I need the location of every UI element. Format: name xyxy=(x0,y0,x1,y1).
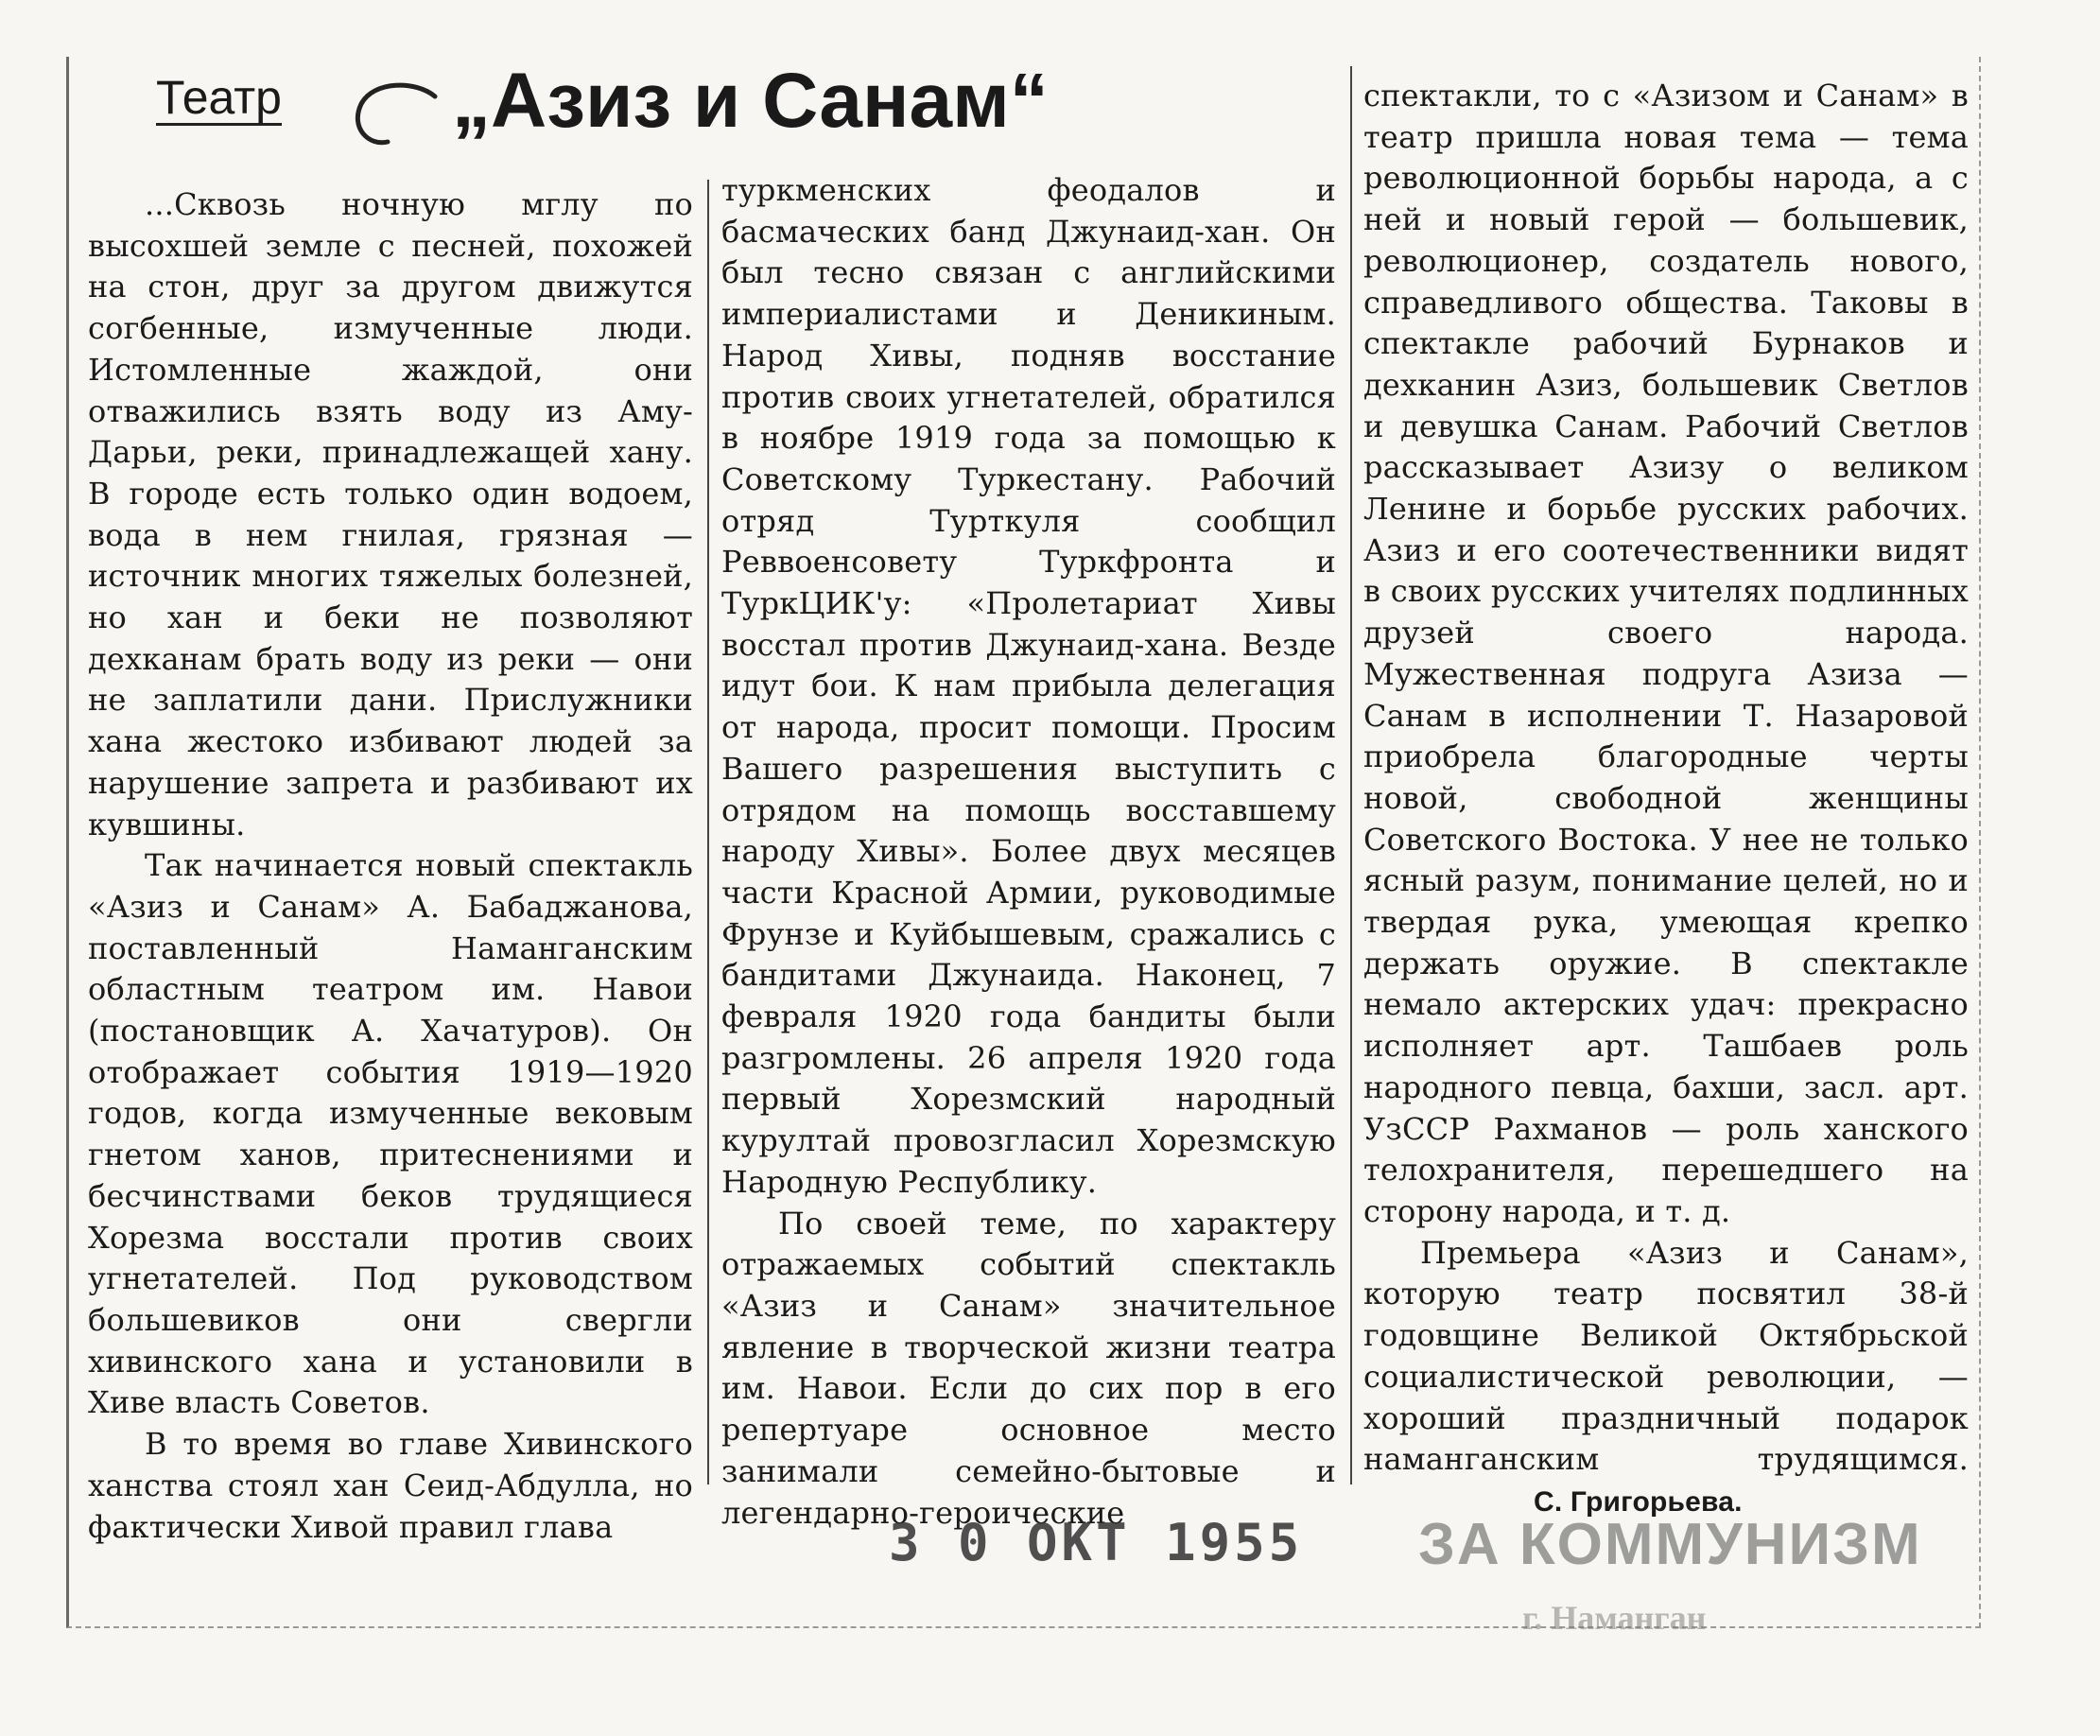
newspaper-stamp: ЗА КОММУНИЗМ xyxy=(1418,1512,1922,1577)
article-column-1 xyxy=(88,184,693,1548)
paragraph xyxy=(1363,1233,1969,1523)
article-column-3 xyxy=(1363,76,1969,1523)
date-stamp: 3 0 ОКТ 1955 xyxy=(889,1513,1304,1572)
paragraph: В то время во главе Хивинского ханства стоял хан Сеид-Абдулла, но фактически Хивой правил глава xyxy=(88,1426,693,1545)
article-headline: „Азиз и Санам“ xyxy=(452,58,1049,144)
column-rule-2 xyxy=(1350,66,1352,1484)
paragraph: Так начинается новый спектакль «Азиз и Санам» А. Бабаджанова, поставленный Наманганским областным театром им. Навои (постановщик А. Хачатуров). Он отображает события 1919—1920 годов, когда измученные вековым гнетом ханов, притеснениями и бесчинствами беков трудящиеся Хорезма восстали против своих угнетателей. Под руководством большевиков они свергли хивинского хана и установили в Хиве власть Советов. xyxy=(88,847,693,1421)
paragraph: ...Сквозь ночную мглу по высохшей земле с песней, похожей на стон, друг за другом движутся согбенные, измученные люди. Истомленные жаждой, они отважились взять воду из Аму-Дарьи, реки, принадлежащей хану. В городе есть только один водоем, вода в нем гнилая, грязная — источник многих тяжелых болезней, но хан и беки не позволяют дехканам брать воду из реки — они не заплатили дани. Прислужники хана жестоко избивают людей за нарушение запрета и разбивают их кувшины. xyxy=(88,186,693,842)
paragraph: туркменских феодалов и басмаческих банд Джунаид-хан. Он был тесно связан с английскими империалистами и Деникиным. Народ Хивы, подняв восстание против своих угнетателей, обратился в ноябре 1919 года за помощью к Советскому Туркестану. Рабочий отряд Турткуля сообщил Реввоенсовету Туркфронта и ТуркЦИК'у: «Пролетариат Хивы восстал против Джунаид-хана. Везде идут бои. К нам прибыла делегация от народа, просит помощи. Просим Вашего разрешения выступить с отрядом на помощь восставшему народу Хивы». Более двух месяцев части Красной Армии, руководимые Фрунзе и Куйбышевым, сражались с бандитами Джунаида. Наконец, 7 февраля 1920 года бандиты были разгромлены. 26 апреля 1920 года первый Хорезмский народный курултай провозгласил Хорезмскую Народную Республику. xyxy=(721,172,1336,1200)
column-rule-1 xyxy=(707,180,709,1484)
closing-paragraph-text: Премьера «Азиз и Санам», которую театр посвятил 38-й годовщине Великой Октябрьской социалистической революции, — хороший праздничный подарок наманганским трудящимся. xyxy=(1363,1234,1969,1478)
paragraph: спектакли, то с «Азизом и Санам» в театр пришла новая тема — тема революционной борьбы народа, а с ней и новый герой — большевик, революционер, создатель нового, справедливого общества. Таковы в спектакле рабочий Бурнаков и дехканин Азиз, большевик Светлов и девушка Санам. Рабочий Светлов рассказывает Азизу о великом Ленине и борьбе русских рабочих. Азиз и его соотечественники видят в своих русских учителях подлинных друзей своего народа. Мужественная подруга Азиза — Санам в исполнении Т. Назаровой приобрела благородные черты новой, свободной женщины Советского Востока. У нее не только ясный разум, понимание целей, но и твердая рука, умеющая крепко держать оружие. В спектакле немало актерских удач: прекрасно исполняет арт. Ташбаев роль народного певца, бахши, засл. арт. УзССР Рахманов — роль ханского телохранителя, перешедшего на сторону народа, и т. д. xyxy=(1363,78,1969,1229)
swirl-ornament-icon xyxy=(340,76,444,151)
article-column-2 xyxy=(721,170,1336,1534)
paragraph: По своей теме, по характеру отражаемых событий спектакль «Азиз и Санам» значительное явление в творческой жизни театра им. Навои. Если до сих пор в его репертуаре основное место занимали семейно-бытовые и легендарно-героические xyxy=(721,1205,1336,1531)
author-signature: С. Григорьева. xyxy=(1534,1485,1743,1518)
city-stamp: г. Наманган xyxy=(1522,1599,1707,1637)
section-kicker: Театр xyxy=(156,71,282,124)
